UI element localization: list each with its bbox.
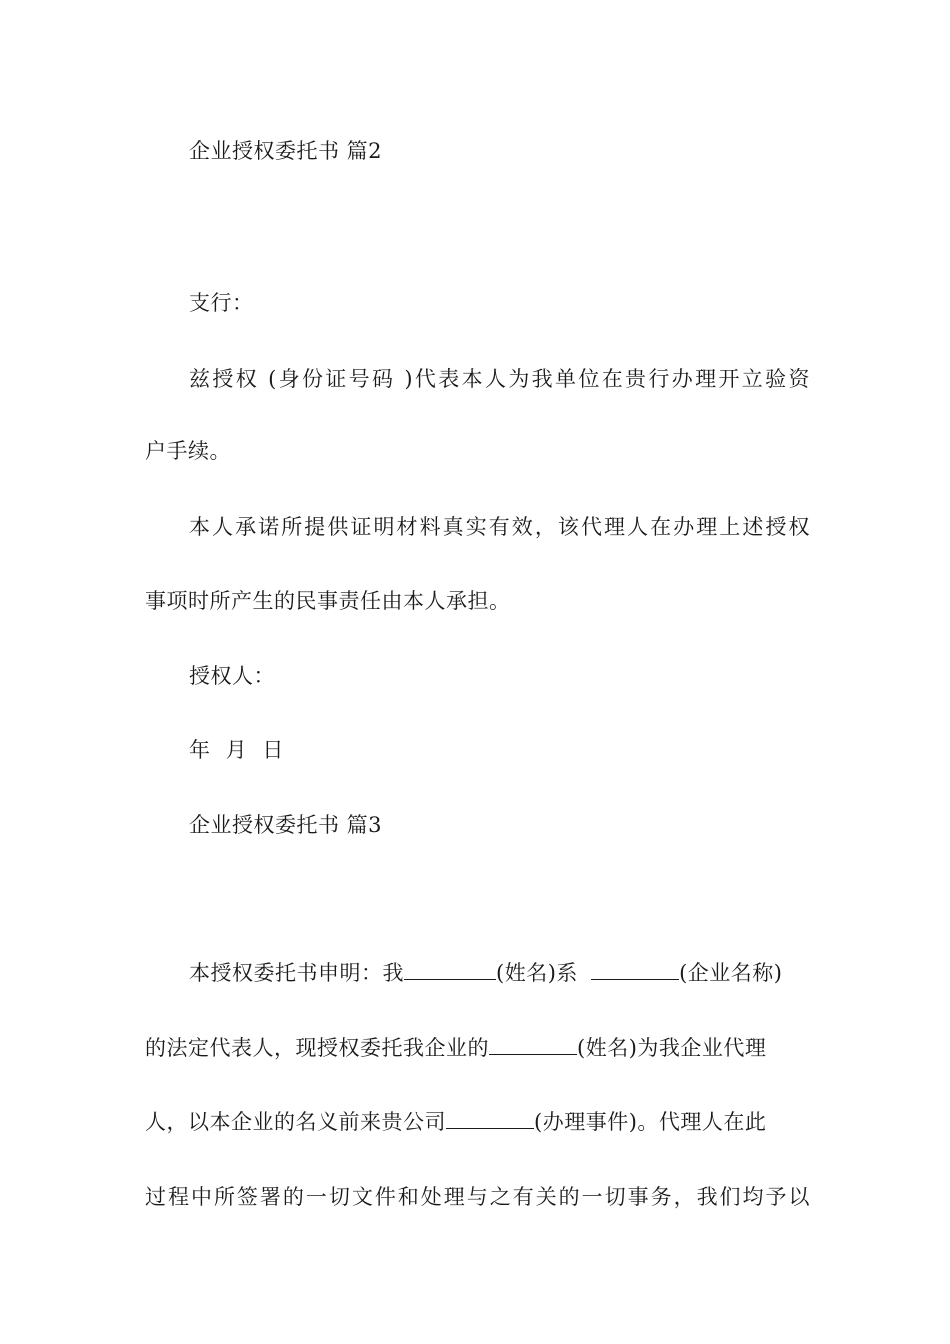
declaration-text-d: 的法定代表人，现授权委托我企业的 — [145, 1036, 489, 1060]
paragraph2-line2: 事项时所产生的民事责任由本人承担。 — [145, 589, 511, 613]
declaration-text-c: (企业名称) — [679, 961, 783, 985]
signer-label: 授权人： — [189, 664, 275, 688]
declaration-text-e: (姓名)为我企业代理 — [577, 1036, 767, 1060]
declaration-line3 — [145, 1107, 810, 1137]
addressee-line: 支行： — [189, 291, 254, 315]
section3-title: 企业授权委托书 篇3 — [189, 813, 383, 837]
paragraph2-line1: 本人承诺所提供证明材料真实有效，该代理人在办理上述授权 — [189, 515, 810, 539]
declaration-text-a: 本授权委托书申明：我 — [189, 961, 404, 985]
declaration-text-g: (办理事件)。代理人在此 — [534, 1110, 767, 1134]
declaration-text-b: (姓名)系 — [496, 961, 586, 985]
paragraph1-line2: 户手续。 — [145, 439, 231, 463]
name-blank-2 — [489, 1036, 577, 1055]
declaration-text-f: 人，以本企业的名义前来贵公司 — [145, 1110, 446, 1134]
name-blank-1 — [404, 961, 496, 980]
section2-title: 企业授权委托书 篇2 — [189, 139, 383, 163]
declaration-line1 — [189, 958, 810, 988]
paragraph1-line1: 兹授权 (身份证号码 )代表本人为我单位在贵行办理开立验资 — [189, 367, 810, 391]
declaration-line4: 过程中所签署的一切文件和处理与之有关的一切事务，我们均予以 — [145, 1185, 810, 1209]
date-line — [189, 735, 810, 765]
company-name-blank — [591, 961, 679, 980]
date-text: 年 月 日 — [189, 738, 284, 762]
declaration-line2 — [145, 1033, 810, 1063]
matter-blank — [446, 1110, 534, 1129]
